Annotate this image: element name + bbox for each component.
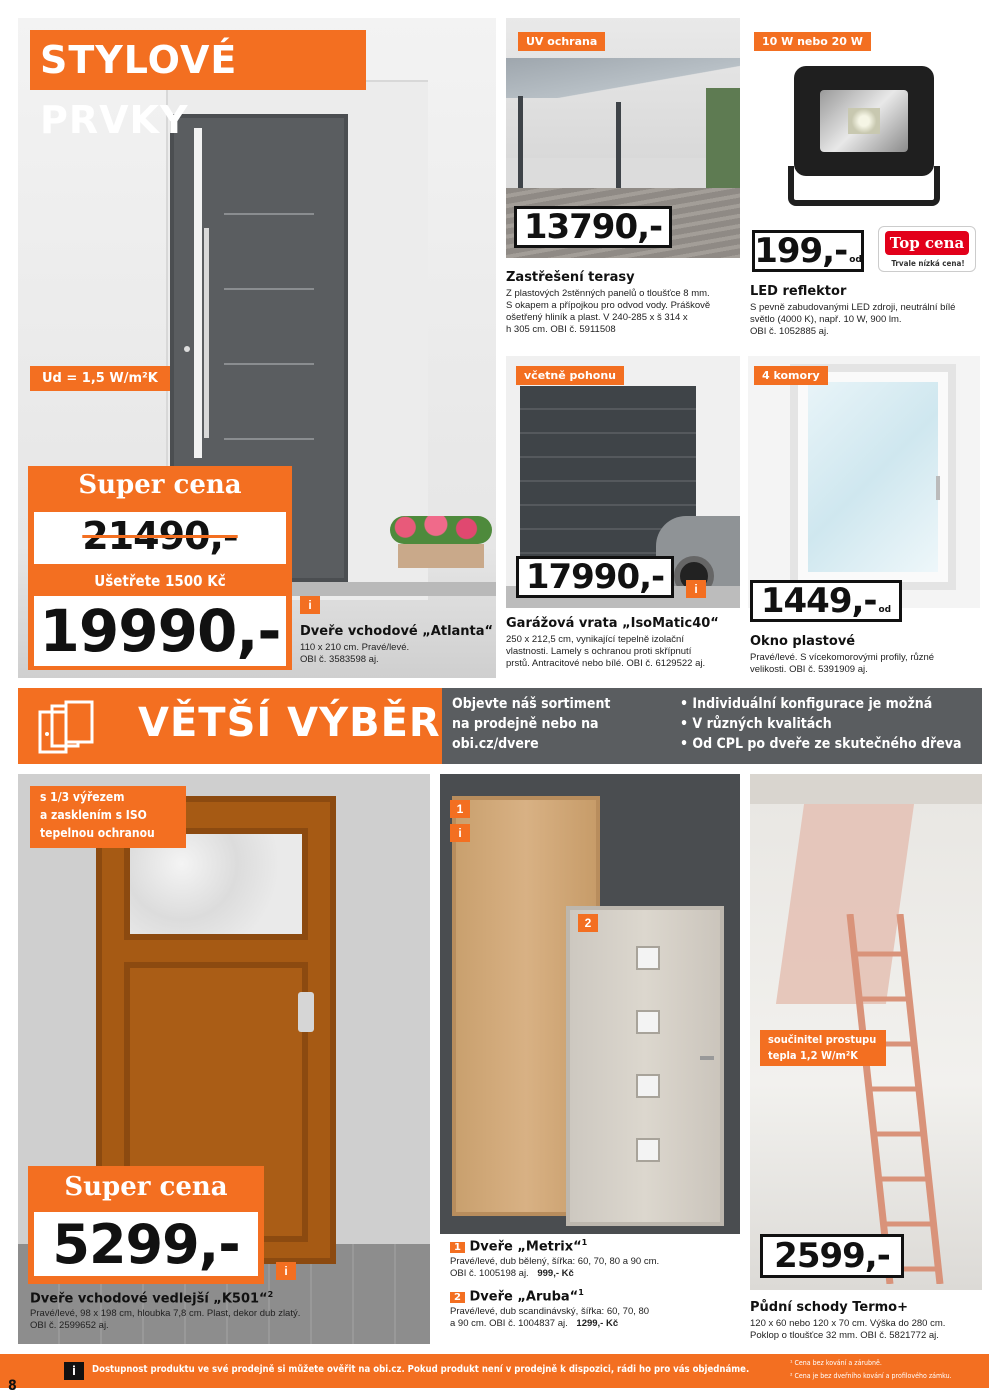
aruba-title-text: Dveře „Aruba“ [469, 1289, 579, 1305]
banner-bullet-2: • V různých kvalitách [680, 716, 832, 732]
garage-desc-1: 250 x 212,5 cm, vynikající tepelně izolační [506, 634, 684, 645]
garage-desc-2: vlastnosti. Lamely s ochranou proti skřípnutí [506, 646, 692, 657]
led-price-value: 199,- [754, 231, 848, 271]
terrace-price [514, 206, 672, 248]
k501-desc-1: Pravé/levé, 98 x 198 cm, hloubka 7,8 cm. Plast, dekor dub zlatý. [30, 1308, 301, 1319]
hero-new-price-value: 19990,- [39, 597, 281, 665]
stairs-desc-2: Poklop o tloušťce 32 mm. OBI č. 5821772 aj. [750, 1330, 939, 1341]
k501-desc-2: OBI č. 2599652 aj. [30, 1320, 109, 1331]
window-tag: 4 komory [754, 366, 828, 385]
terrace-tag: UV ochrana [518, 32, 605, 51]
footer-note-1: ¹ Cena bez kování a zárubně. [790, 1359, 882, 1367]
led-desc-3: OBI č. 1052885 aj. [750, 326, 829, 337]
terrace-price-value: 13790,- [523, 207, 663, 247]
garage-price [516, 556, 674, 598]
k501-tag-2: a zasklením s ISO [40, 808, 147, 822]
aruba-door-image [566, 906, 724, 1226]
banner-mid-1: Objevte náš sortiment [452, 696, 611, 712]
metrix-price: 999,- Kč [537, 1268, 574, 1279]
metrix-obi: OBI č. 1005198 aj. [450, 1268, 529, 1279]
terrace-desc-2: S okapem a přípojkou pro odvod vody. Práškově [506, 300, 711, 311]
k501-tag-3: tepelnou ochranou [40, 826, 155, 840]
window-desc-2: velikosti. OBI č. 5391909 aj. [750, 664, 868, 675]
stairs-price-value: 2599,- [774, 1236, 890, 1276]
terrace-desc-3: ošetřený hliník a plast. V 240-285 x š 314 x [506, 312, 688, 323]
aruba-desc-1: Pravé/levé, dub scandinávský, šířka: 60, 70, 80 [450, 1306, 650, 1317]
hero-heading: STYLOVÉ PRVKY [30, 30, 366, 90]
aruba-obi: a 90 cm. OBI č. 1004837 aj. [450, 1318, 568, 1329]
metrix-desc-1: Pravé/levé, dub bělený, šířka: 60, 70, 80 a 90 cm. [450, 1256, 660, 1267]
banner-title: VĚTŠÍ VÝBĚR [138, 700, 441, 746]
top-cena-badge [878, 226, 976, 272]
k501-super-label: Super cena [64, 1172, 228, 1202]
hero-old-price: 21490,- [82, 514, 238, 558]
garage-title: Garážová vrata „IsoMatic40“ [506, 616, 719, 631]
top-cena-title: Top cena [885, 231, 969, 255]
aruba-number-badge: 2 [578, 914, 598, 932]
banner-bullet-3: • Od CPL po dveře ze skutečného dřeva [680, 736, 962, 752]
doors-icon [38, 700, 100, 754]
metrix-num: 1 [450, 1242, 465, 1253]
garage-tag: včetně pohonu [516, 366, 624, 385]
led-desc-2: světlo (4000 K), např. 10 W, 900 lm. [750, 314, 902, 325]
window-price-value: 1449,- [760, 581, 877, 621]
metrix-number-badge: 1 [450, 800, 470, 818]
terrace-title: Zastřešení terasy [506, 270, 635, 285]
hero-saving: Ušetřete 1500 Kč [94, 572, 226, 590]
window-price-suffix: od [878, 605, 892, 615]
interior-photo [440, 774, 740, 1234]
aruba-price: 1299,- Kč [576, 1318, 619, 1329]
garage-info-icon[interactable]: i [686, 580, 706, 598]
garage-price-value: 17990,- [525, 557, 665, 597]
k501-title [30, 1290, 273, 1306]
banner-mid-2: na prodejně nebo na [452, 716, 599, 732]
led-price [752, 230, 864, 272]
stairs-title: Půdní schody Termo+ [750, 1300, 908, 1315]
banner-mid-3[interactable]: obi.cz/dvere [452, 736, 539, 752]
garage-desc-3: prstů. Antracitové nebo bílé. OBI č. 6129522 aj. [506, 658, 706, 669]
stairs-price [760, 1234, 904, 1278]
stairs-desc-1: 120 x 60 nebo 120 x 70 cm. Výška do 280 cm. [750, 1318, 946, 1329]
aruba-num: 2 [450, 1292, 465, 1303]
led-title: LED reflektor [750, 284, 847, 299]
k501-title-text: Dveře vchodové vedlejší „K501“ [30, 1291, 268, 1307]
k501-tag-1: s 1/3 výřezem [40, 790, 125, 804]
k501-price [34, 1212, 258, 1276]
led-price-suffix: od [849, 255, 862, 265]
led-desc-1: S pevně zabudovanými LED zdroji, neutrální bílé [750, 302, 956, 313]
top-cena-sub: Trvale nízká cena! [891, 259, 965, 268]
stairs-ladder-image [840, 914, 950, 1284]
hero-super-label: Super cena [78, 470, 242, 500]
terrace-desc-4: h 305 cm. OBI č. 5911508 [506, 324, 616, 335]
banner-bullet-1: • Individuální konfigurace je možná [680, 696, 933, 712]
footer-info-icon[interactable]: i [64, 1362, 84, 1380]
terrace-desc-1: Z plastových 2stěnných panelů o tloušťce 8 mm. [506, 288, 710, 299]
atlanta-desc-1: 110 x 210 cm. Pravé/levé. [300, 642, 410, 653]
stairs-tag-1: součinitel prostupu [768, 1033, 877, 1046]
aruba-title [450, 1288, 584, 1304]
footer-text: Dostupnost produktu ve své prodejně si můžete ověřit na obi.cz. Pokud produkt není v prodejně k dispozici, rádi ho pro vás objednáme. [92, 1364, 750, 1375]
atlanta-title: Dveře vchodové „Atlanta“ [300, 624, 494, 639]
flower-pot-image [390, 504, 492, 568]
led-tag: 10 W nebo 20 W [754, 32, 871, 51]
window-desc-1: Pravé/levé. S vícekomorovými profily, různé [750, 652, 935, 663]
interior-info-icon[interactable]: i [450, 824, 470, 842]
metrix-title-sup: 1 [581, 1238, 588, 1247]
k501-info-icon[interactable]: i [276, 1262, 296, 1280]
k501-price-value: 5299,- [52, 1212, 240, 1276]
window-price [750, 580, 902, 622]
hero-info-icon[interactable]: i [300, 596, 320, 614]
ud-badge: Ud = 1,5 W/m²K [30, 366, 170, 391]
hero-new-price [34, 596, 286, 666]
aruba-desc-2 [450, 1318, 618, 1330]
window-title: Okno plastové [750, 634, 856, 649]
window-photo [748, 356, 980, 608]
metrix-title-text: Dveře „Metrix“ [469, 1239, 582, 1255]
aruba-title-sup: 1 [578, 1288, 584, 1297]
metrix-title [450, 1238, 587, 1254]
atlanta-desc-2: OBI č. 3583598 aj. [300, 654, 379, 665]
page-number: 8 [8, 1378, 17, 1394]
stairs-tag-2: tepla 1,2 W/m²K [768, 1049, 858, 1062]
footer-note-2: ² Cena je bez dveřního kování a profilového zámku. [790, 1372, 952, 1380]
metrix-desc-2 [450, 1268, 574, 1280]
k501-title-sup: 2 [267, 1290, 274, 1299]
